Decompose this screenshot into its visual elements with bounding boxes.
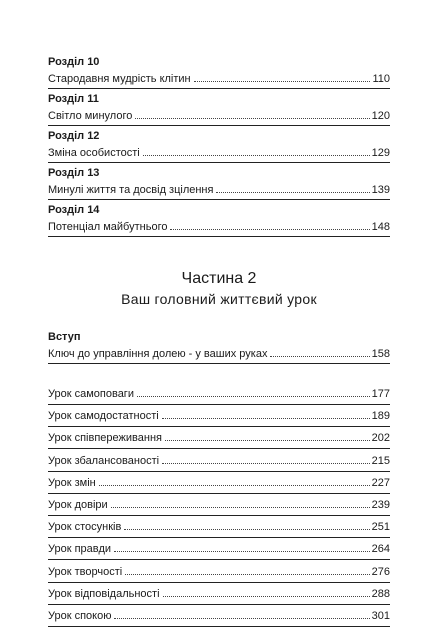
toc-entry [48, 344, 390, 364]
toc-entry-page: 158 [371, 348, 390, 360]
lesson-page: 264 [371, 543, 390, 556]
lesson-page: 301 [371, 609, 390, 622]
lesson-title: Урок правди [48, 543, 112, 556]
lesson-page: 189 [371, 410, 390, 423]
leader-dots [143, 143, 370, 156]
part-subtitle: Ваш головний життєвий урок [121, 291, 317, 307]
lesson-page: 202 [371, 432, 390, 445]
leader-dots [165, 428, 370, 441]
lesson-page: 251 [371, 521, 390, 534]
leader-dots [125, 562, 369, 575]
section-heading: Розділ 13 [48, 167, 100, 179]
lesson-entry [48, 406, 390, 427]
lesson-title: Урок самоповаги [48, 388, 134, 400]
lesson-entry [48, 473, 390, 494]
lessons-list [48, 384, 390, 627]
leader-dots [216, 180, 369, 193]
leader-dots [99, 473, 370, 486]
lesson-entry [48, 451, 390, 472]
lesson-entry [48, 495, 390, 516]
toc-section-10 [48, 56, 390, 89]
table-of-contents [48, 56, 390, 628]
lesson-page: 276 [371, 565, 390, 578]
toc-entry [48, 69, 390, 89]
toc-intro [48, 331, 390, 364]
toc-section-12 [48, 130, 390, 163]
toc-entry-page: 129 [371, 147, 390, 159]
lesson-entry [48, 517, 390, 538]
leader-dots [194, 69, 371, 82]
lesson-title: Урок самодостатності [48, 410, 159, 423]
toc-entry-page: 148 [371, 221, 390, 233]
toc-entry-title: Потенціал майбутнього [48, 221, 168, 233]
leader-dots [111, 495, 370, 508]
lesson-title: Урок спокою [48, 609, 112, 622]
leader-dots [135, 106, 369, 119]
lesson-title: Урок змін [48, 476, 96, 489]
toc-section-14 [48, 204, 390, 237]
toc-section-13 [48, 167, 390, 200]
lesson-title: Урок збалансованості [48, 454, 160, 467]
lesson-entry [48, 384, 390, 405]
section-heading: Розділ 10 [48, 56, 100, 68]
toc-entry-page: 139 [371, 184, 390, 196]
leader-dots [137, 384, 370, 397]
leader-dots [124, 517, 369, 530]
section-heading: Розділ 12 [48, 130, 100, 142]
toc-entry-title: Зміна особистості [48, 147, 140, 159]
lesson-title: Урок творчості [48, 565, 123, 578]
part-2-header [48, 269, 390, 309]
toc-entry-page: 120 [371, 110, 390, 122]
toc-entry [48, 143, 390, 163]
lesson-title: Урок стосунків [48, 521, 122, 534]
lesson-title: Урок відповідальності [48, 587, 160, 600]
lesson-entry [48, 562, 390, 583]
toc-entry-page: 110 [372, 73, 390, 85]
toc-entry-title: Ключ до управління долею - у ваших руках [48, 348, 268, 360]
leader-dots [170, 217, 369, 230]
leader-dots [114, 606, 369, 619]
lesson-page: 239 [371, 498, 390, 511]
intro-heading: Вступ [48, 331, 81, 343]
lesson-title: Урок співпереживання [48, 432, 162, 445]
lesson-entry [48, 428, 390, 449]
toc-entry-title: Стародавня мудрість клітин [48, 73, 191, 85]
lesson-entry [48, 606, 390, 627]
lesson-page: 177 [371, 388, 390, 400]
section-heading: Розділ 11 [48, 93, 99, 105]
toc-entry [48, 217, 390, 237]
lesson-title: Урок довіри [48, 498, 108, 511]
part-title: Частина 2 [181, 270, 257, 287]
toc-entry-title: Минулі життя та досвід зцілення [48, 184, 214, 196]
lesson-entry [48, 539, 390, 560]
lesson-page: 215 [371, 454, 390, 467]
leader-dots [163, 584, 370, 597]
toc-entry [48, 180, 390, 200]
toc-entry-title: Світло минулого [48, 110, 133, 122]
toc-section-11 [48, 93, 390, 126]
section-heading: Розділ 14 [48, 204, 100, 216]
lesson-entry [48, 584, 390, 605]
leader-dots [162, 406, 370, 419]
toc-entry [48, 106, 390, 126]
lesson-page: 288 [371, 587, 390, 600]
leader-dots [114, 539, 370, 552]
leader-dots [270, 344, 369, 357]
leader-dots [162, 451, 370, 464]
lesson-page: 227 [371, 476, 390, 489]
